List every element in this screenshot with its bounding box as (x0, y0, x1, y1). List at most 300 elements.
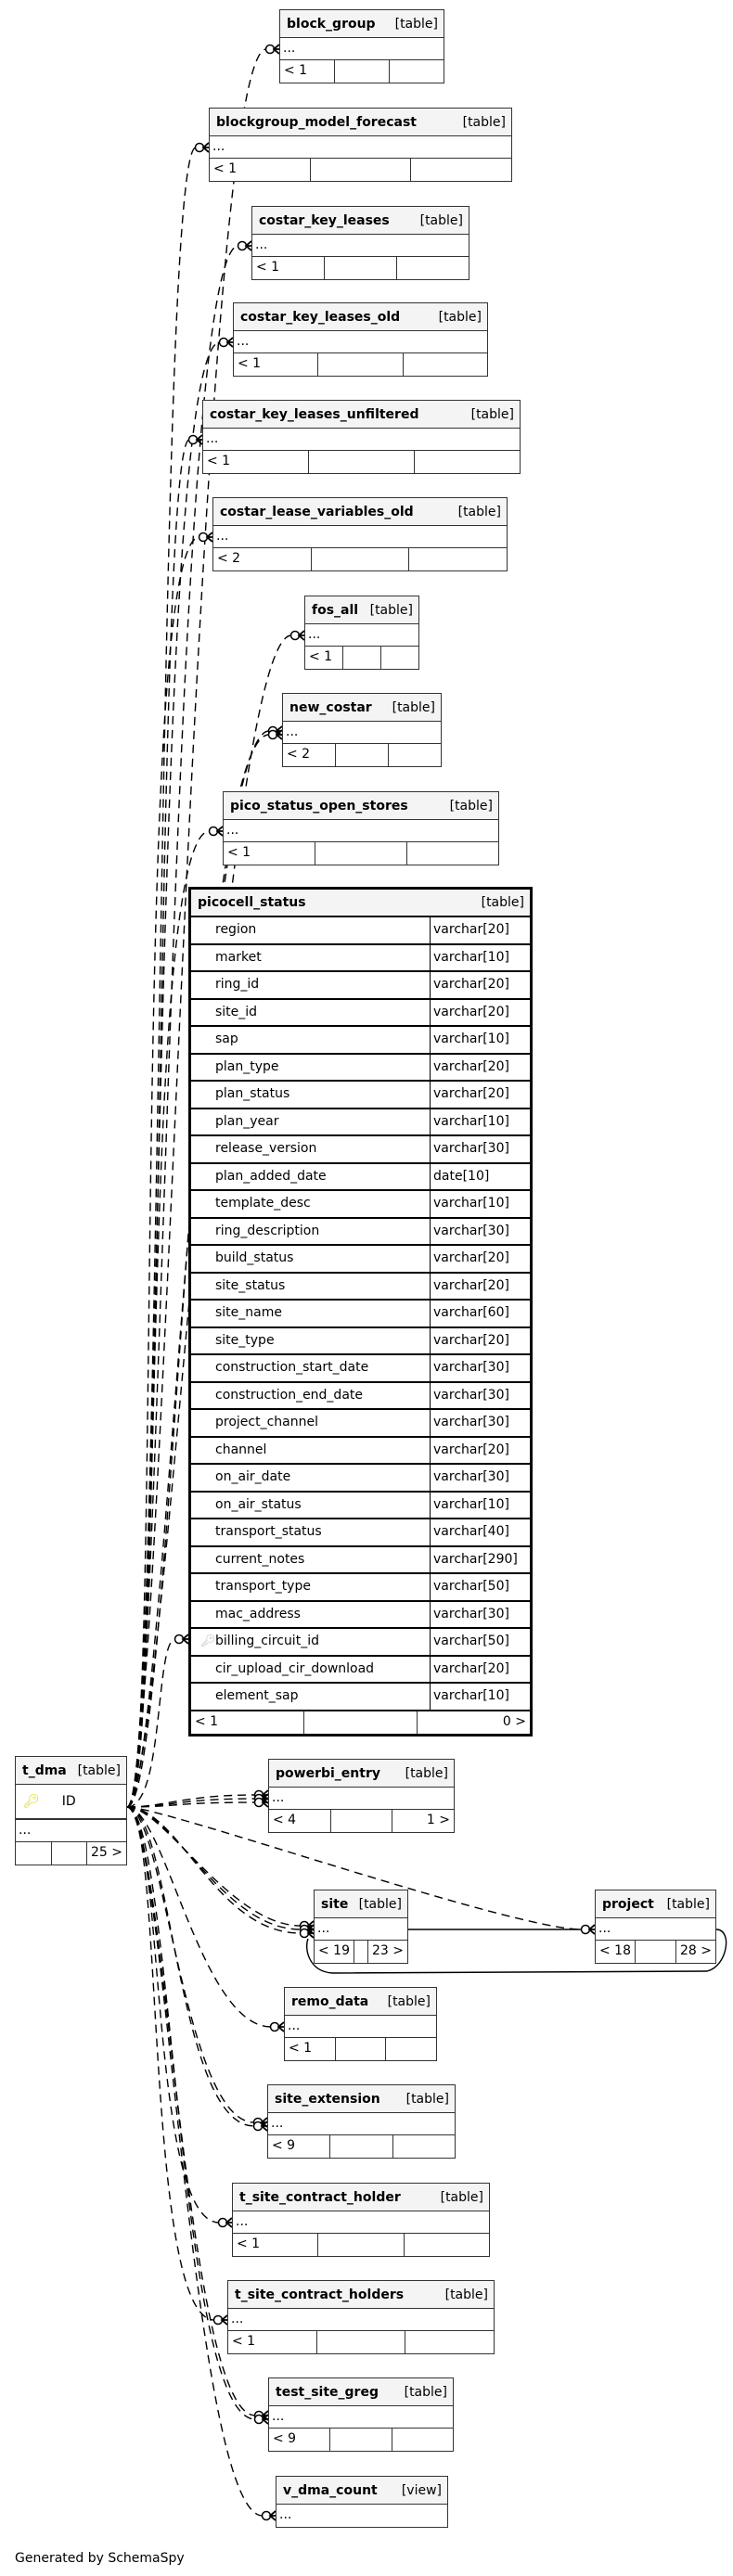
column-row[interactable] (191, 1219, 530, 1247)
column-row[interactable] (191, 1082, 530, 1109)
column-name-text: cir_upload_cir_download (215, 1660, 375, 1676)
table-new-costar[interactable] (282, 693, 442, 767)
column-row[interactable] (191, 1055, 530, 1083)
table-header (233, 2184, 489, 2211)
column-name (191, 1164, 431, 1190)
child-count (407, 842, 498, 865)
column-name-text: market (215, 949, 262, 965)
column-name (191, 1274, 431, 1300)
table-ellipsis: ... (203, 429, 520, 451)
relationship-edge-powerbi-entry (127, 1799, 255, 1807)
relationship-edge-costar-key-leases-unfiltered (127, 440, 189, 1807)
parent-count: < 1 (233, 2234, 318, 2256)
column-name-text: ring_id (215, 977, 260, 992)
table-footer (191, 1711, 530, 1734)
table-header (285, 1988, 436, 2016)
column-row[interactable] (191, 1027, 530, 1055)
column-name-text: current_notes (215, 1551, 305, 1567)
column-row[interactable] (191, 1684, 530, 1711)
relationship-edge-site-extension (127, 1807, 254, 2122)
child-count (405, 2331, 494, 2353)
column-type: varchar[50] (433, 1634, 509, 1648)
child-count: 0 > (502, 1713, 526, 1729)
column-name-text: site_status (215, 1277, 286, 1293)
table-header (283, 694, 441, 722)
column-name-text: plan_added_date (215, 1168, 327, 1184)
table-t-dma[interactable] (15, 1756, 127, 1865)
table-site-extension[interactable] (267, 2084, 456, 2159)
column-row[interactable] (191, 1574, 530, 1602)
column-name (191, 1219, 431, 1245)
column-row[interactable] (191, 972, 530, 1000)
optional-marker-icon (175, 1635, 184, 1644)
column-row[interactable] (191, 1602, 530, 1630)
column-count (304, 1711, 418, 1734)
table-powerbi-entry[interactable] (268, 1759, 455, 1833)
pk-column-row[interactable] (16, 1785, 126, 1820)
table-header (305, 596, 418, 624)
relationship-edge-powerbi-entry (127, 1795, 255, 1807)
table-kind: [table] (392, 699, 435, 715)
child-count (397, 257, 469, 279)
column-count (354, 1941, 368, 1963)
optional-marker-icon (582, 1926, 590, 1934)
table-header (191, 890, 530, 917)
column-type: varchar[20] (433, 1058, 509, 1074)
parent-count: < 1 (234, 353, 318, 376)
child-count: 1 > (426, 1813, 451, 1827)
column-name-text: release_version (215, 1141, 317, 1156)
optional-marker-icon (210, 827, 218, 836)
table-footer (213, 548, 507, 570)
table-ellipsis: ... (228, 2309, 494, 2331)
column-type: varchar[30] (433, 1141, 509, 1156)
column-count (330, 2429, 392, 2451)
relationship-edge-t-site-contract-holder (127, 1807, 219, 2223)
table-ellipsis: ... (283, 722, 441, 744)
table-header (203, 401, 520, 429)
generated-by-label: Generated by SchemaSpy (15, 2551, 185, 2566)
column-count (318, 2234, 404, 2256)
table-footer (596, 1941, 715, 1963)
table-kind: [view] (401, 2482, 442, 2498)
table-kind: [table] (470, 406, 514, 422)
table-name: pico_status_open_stores (230, 798, 408, 814)
child-count: 28 > (679, 1943, 712, 1958)
table-header (268, 2085, 455, 2113)
column-type: varchar[10] (433, 949, 509, 965)
table-header (269, 1760, 454, 1788)
column-count (331, 1810, 393, 1832)
column-row[interactable] (191, 1410, 530, 1438)
column-row[interactable] (191, 1493, 530, 1520)
column-name-text: sap (215, 1032, 238, 1046)
table-ellipsis: ... (269, 2406, 453, 2429)
column-name (191, 1000, 431, 1026)
table-name: powerbi_entry (276, 1765, 380, 1781)
table-costar-key-leases[interactable] (251, 206, 469, 280)
column-row[interactable] (191, 1547, 530, 1575)
column-row[interactable] (191, 1136, 530, 1164)
table-ellipsis: ... (280, 38, 444, 60)
column-name-text: region (215, 922, 257, 937)
table-footer (16, 1842, 126, 1865)
optional-marker-icon (254, 2122, 263, 2131)
table-footer (280, 60, 444, 83)
table-footer (210, 159, 511, 181)
table-kind: [table] (77, 1762, 121, 1778)
parent-count: < 1 (210, 159, 311, 181)
table-header (213, 498, 507, 526)
table-kind: [table] (449, 798, 493, 814)
table-name: costar_key_leases_unfiltered (210, 406, 419, 422)
table-remo-data[interactable] (284, 1987, 437, 2061)
column-count (317, 2331, 406, 2353)
column-type: varchar[20] (433, 1277, 509, 1293)
table-footer (283, 744, 441, 766)
column-name (191, 1684, 431, 1710)
table-kind: [table] (369, 602, 413, 618)
column-count (318, 353, 403, 376)
column-type: varchar[30] (433, 1606, 509, 1621)
column-type: date[10] (433, 1168, 490, 1184)
column-name-text: transport_status (215, 1524, 322, 1539)
table-footer (305, 647, 418, 669)
column-type: varchar[20] (433, 977, 509, 992)
table-ellipsis: ... (315, 1918, 407, 1941)
column-name (191, 1136, 431, 1162)
optional-marker-icon (271, 2023, 279, 2031)
column-row[interactable] (191, 1246, 530, 1274)
relationship-edge-powerbi-entry (127, 1802, 255, 1807)
optional-marker-icon (255, 1795, 264, 1803)
table-name: site (321, 1896, 349, 1912)
table-footer (269, 2429, 453, 2451)
column-name-text: build_status (215, 1250, 294, 1265)
column-type: varchar[20] (433, 1086, 509, 1101)
column-name-text: plan_year (215, 1113, 279, 1129)
optional-marker-icon (189, 436, 198, 444)
table-t-site-contract-holders[interactable] (227, 2280, 495, 2354)
table-name: project (602, 1896, 654, 1912)
child-count (390, 60, 444, 83)
key-icon: 🔑︎ (23, 1794, 40, 1809)
child-count: 23 > (372, 1943, 404, 1958)
column-type: varchar[30] (433, 1223, 509, 1238)
parent-count: < 19 (315, 1941, 354, 1963)
table-kind: [table] (387, 1993, 431, 2009)
table-kind: [table] (405, 1765, 448, 1781)
column-name-text: channel (215, 1442, 267, 1457)
parent-count: < 1 (252, 257, 325, 279)
column-name-text: site_type (215, 1332, 275, 1348)
column-name-text: plan_status (215, 1086, 290, 1101)
column-name-text: element_sap (215, 1688, 299, 1703)
table-footer (269, 1810, 454, 1832)
column-name (191, 917, 431, 943)
column-name (191, 1465, 431, 1491)
column-name (191, 1328, 431, 1354)
column-row[interactable] (191, 1355, 530, 1383)
table-ellipsis: ... (213, 526, 507, 548)
optional-marker-icon (238, 242, 247, 250)
column-name-text: project_channel (215, 1415, 318, 1429)
column-row[interactable] (191, 945, 530, 973)
table-footer (285, 2038, 436, 2060)
table-footer (268, 2135, 455, 2158)
optional-marker-icon (269, 727, 277, 736)
table-costar-key-leases-unfiltered[interactable] (202, 400, 521, 474)
column-name (191, 1438, 431, 1464)
column-type: varchar[60] (433, 1305, 509, 1320)
column-name-text: on_air_date (215, 1469, 291, 1484)
table-header (269, 2378, 453, 2406)
column-count (636, 1941, 675, 1963)
table-project[interactable] (595, 1890, 716, 1964)
table-name: t_dma (22, 1762, 67, 1778)
parent-count: < 1 (280, 60, 335, 83)
optional-marker-icon (196, 144, 204, 152)
parent-count: < 4 (269, 1810, 331, 1832)
table-name: new_costar (289, 699, 372, 715)
optional-marker-icon (301, 1922, 309, 1930)
table-ellipsis: ... (252, 235, 469, 257)
optional-marker-icon (266, 45, 275, 54)
relationship-edge-blockgroup-model-forecast (127, 147, 196, 1807)
column-name: ID (61, 1794, 76, 1809)
column-name-text: plan_type (215, 1058, 279, 1074)
table-costar-lease-variables-old[interactable] (212, 497, 508, 571)
column-type: varchar[30] (433, 1415, 509, 1429)
column-type: varchar[20] (433, 1250, 509, 1265)
column-name-text: construction_start_date (215, 1360, 369, 1375)
table-name: costar_key_leases (259, 212, 390, 228)
column-count (315, 842, 407, 865)
child-count (381, 647, 418, 669)
child-count (405, 2234, 489, 2256)
optional-marker-icon (255, 1799, 264, 1807)
table-kind: [table] (444, 2287, 488, 2302)
table-ellipsis: ... (234, 331, 487, 353)
column-row[interactable] (191, 1438, 530, 1466)
table-kind: [table] (457, 504, 501, 519)
column-count (343, 647, 381, 669)
parent-count: < 1 (305, 647, 343, 669)
table-v-dma-count[interactable] (276, 2476, 448, 2528)
table-name: t_site_contract_holders (235, 2287, 405, 2302)
table-name: fos_all (312, 602, 359, 618)
parent-count: < 2 (213, 548, 312, 570)
child-count: 25 > (91, 1845, 122, 1860)
column-row[interactable] (191, 1657, 530, 1685)
column-name (191, 1519, 431, 1545)
column-row[interactable] (191, 1465, 530, 1493)
column-name (191, 1602, 431, 1628)
column-type: varchar[20] (433, 922, 509, 937)
table-ellipsis: ... (285, 2016, 436, 2038)
parent-count (16, 1842, 52, 1865)
column-name-text: template_desc (215, 1196, 311, 1211)
foreign-key-icon: 🔑︎ (200, 1634, 216, 1648)
optional-marker-icon (269, 731, 277, 739)
table-ellipsis: ... (279, 2507, 292, 2522)
table-header (276, 2477, 447, 2505)
table-name: blockgroup_model_forecast (216, 114, 417, 130)
table-blockgroup-model-forecast[interactable] (209, 108, 512, 182)
table-kind: [table] (419, 212, 463, 228)
table-costar-key-leases-old[interactable] (233, 302, 488, 377)
column-count (336, 744, 389, 766)
column-row[interactable] (191, 1328, 530, 1356)
column-row[interactable] (191, 1519, 530, 1547)
table-kind: [table] (404, 2384, 447, 2400)
table-header (234, 303, 487, 331)
child-count (389, 744, 441, 766)
child-count (409, 548, 507, 570)
column-list (191, 917, 530, 1711)
child-count (393, 2135, 455, 2158)
table-header (280, 10, 444, 38)
column-row[interactable] (191, 1164, 530, 1192)
column-name (191, 1055, 431, 1081)
column-name-text: site_name (215, 1305, 282, 1320)
column-name (191, 972, 431, 998)
optional-marker-icon (199, 533, 208, 542)
column-row[interactable] (191, 1191, 530, 1219)
optional-marker-icon (219, 2219, 227, 2227)
column-name (191, 1383, 431, 1409)
column-count (312, 548, 410, 570)
parent-count: < 9 (269, 2429, 330, 2451)
column-row[interactable] (191, 1301, 530, 1328)
column-type: varchar[40] (433, 1524, 509, 1539)
table-footer (203, 451, 520, 473)
table-name: picocell_status (198, 895, 306, 910)
table-header (315, 1890, 407, 1918)
table-fos-all[interactable] (304, 596, 419, 670)
child-count (415, 451, 520, 473)
table-ellipsis: ... (233, 2211, 489, 2234)
table-kind: [table] (394, 16, 438, 32)
table-ellipsis: ... (16, 1820, 126, 1842)
column-type: varchar[10] (433, 1688, 509, 1703)
table-footer (224, 842, 498, 865)
optional-marker-icon (301, 1926, 309, 1934)
optional-marker-icon (301, 1929, 309, 1938)
optional-marker-icon (291, 632, 300, 640)
column-type: varchar[10] (433, 1032, 509, 1046)
column-row[interactable] (191, 1109, 530, 1137)
table-kind: [table] (438, 309, 482, 325)
table-name: t_site_contract_holder (239, 2189, 401, 2205)
parent-count: < 1 (224, 842, 315, 865)
column-count (330, 2135, 392, 2158)
column-row[interactable] (191, 1629, 530, 1657)
column-type: varchar[20] (433, 1660, 509, 1676)
column-name (191, 1301, 431, 1326)
column-name-text: transport_type (215, 1579, 311, 1594)
column-row[interactable] (191, 1383, 530, 1411)
column-name-text: billing_circuit_id (215, 1634, 319, 1648)
column-row[interactable] (191, 1274, 530, 1301)
table-name: costar_lease_variables_old (220, 504, 414, 519)
column-count (325, 257, 397, 279)
column-name (191, 1109, 431, 1135)
column-type: varchar[30] (433, 1387, 509, 1403)
table-test-site-greg[interactable] (268, 2377, 454, 2452)
column-type: varchar[20] (433, 1004, 509, 1019)
table-header (16, 1757, 126, 1785)
table-name: site_extension (275, 2091, 380, 2107)
table-block-group[interactable] (279, 9, 444, 83)
table-header (210, 109, 511, 136)
optional-marker-icon (220, 339, 228, 347)
table-picocell-status[interactable] (188, 887, 533, 1737)
relationship-edge-remo-data (127, 1807, 271, 2027)
table-header (596, 1890, 715, 1918)
optional-marker-icon (254, 2119, 263, 2127)
column-name-text: ring_description (215, 1223, 320, 1238)
relationship-edge-site-extension (127, 1807, 254, 2126)
table-footer (234, 353, 487, 376)
column-count (311, 159, 412, 181)
column-type: varchar[10] (433, 1496, 509, 1512)
child-count (386, 2038, 436, 2060)
column-row[interactable] (191, 917, 530, 945)
column-name (191, 1493, 431, 1519)
child-count (392, 2429, 453, 2451)
parent-count: < 2 (283, 744, 336, 766)
table-kind: [table] (440, 2189, 483, 2205)
relationship-edge-t-site-contract-holders (127, 1807, 214, 2320)
table-ellipsis: ... (268, 2113, 455, 2135)
column-name (191, 1574, 431, 1600)
table-header (228, 2281, 494, 2309)
column-row[interactable] (191, 1000, 530, 1028)
table-name: v_dma_count (283, 2482, 378, 2498)
table-footer (228, 2331, 494, 2353)
column-name (191, 1082, 431, 1108)
parent-count: < 1 (285, 2038, 336, 2060)
column-name (191, 1657, 431, 1683)
table-ellipsis: ... (596, 1918, 715, 1941)
table-ellipsis: ... (210, 136, 511, 159)
optional-marker-icon (255, 2416, 264, 2424)
relationship-edge-v-dma-count (127, 1807, 263, 2516)
child-count (404, 353, 487, 376)
table-site[interactable] (314, 1890, 408, 1964)
column-name (191, 1027, 431, 1053)
column-name (191, 1191, 431, 1217)
table-footer (252, 257, 469, 279)
table-t-site-contract-holder[interactable] (232, 2183, 490, 2257)
table-name: block_group (287, 16, 376, 32)
column-count (336, 2038, 387, 2060)
column-name (191, 1410, 431, 1436)
table-kind: [table] (462, 114, 506, 130)
parent-count: < 9 (268, 2135, 330, 2158)
relationship-edge-picocell-status (127, 1639, 175, 1807)
table-header (224, 792, 498, 820)
column-name (191, 1629, 431, 1655)
table-pico-status-open-stores[interactable] (223, 791, 499, 865)
table-name: test_site_greg (276, 2384, 379, 2400)
column-name-text: site_id (215, 1004, 258, 1019)
child-count (411, 159, 511, 181)
column-name (191, 1355, 431, 1381)
table-ellipsis: ... (224, 820, 498, 842)
table-footer (315, 1941, 407, 1963)
